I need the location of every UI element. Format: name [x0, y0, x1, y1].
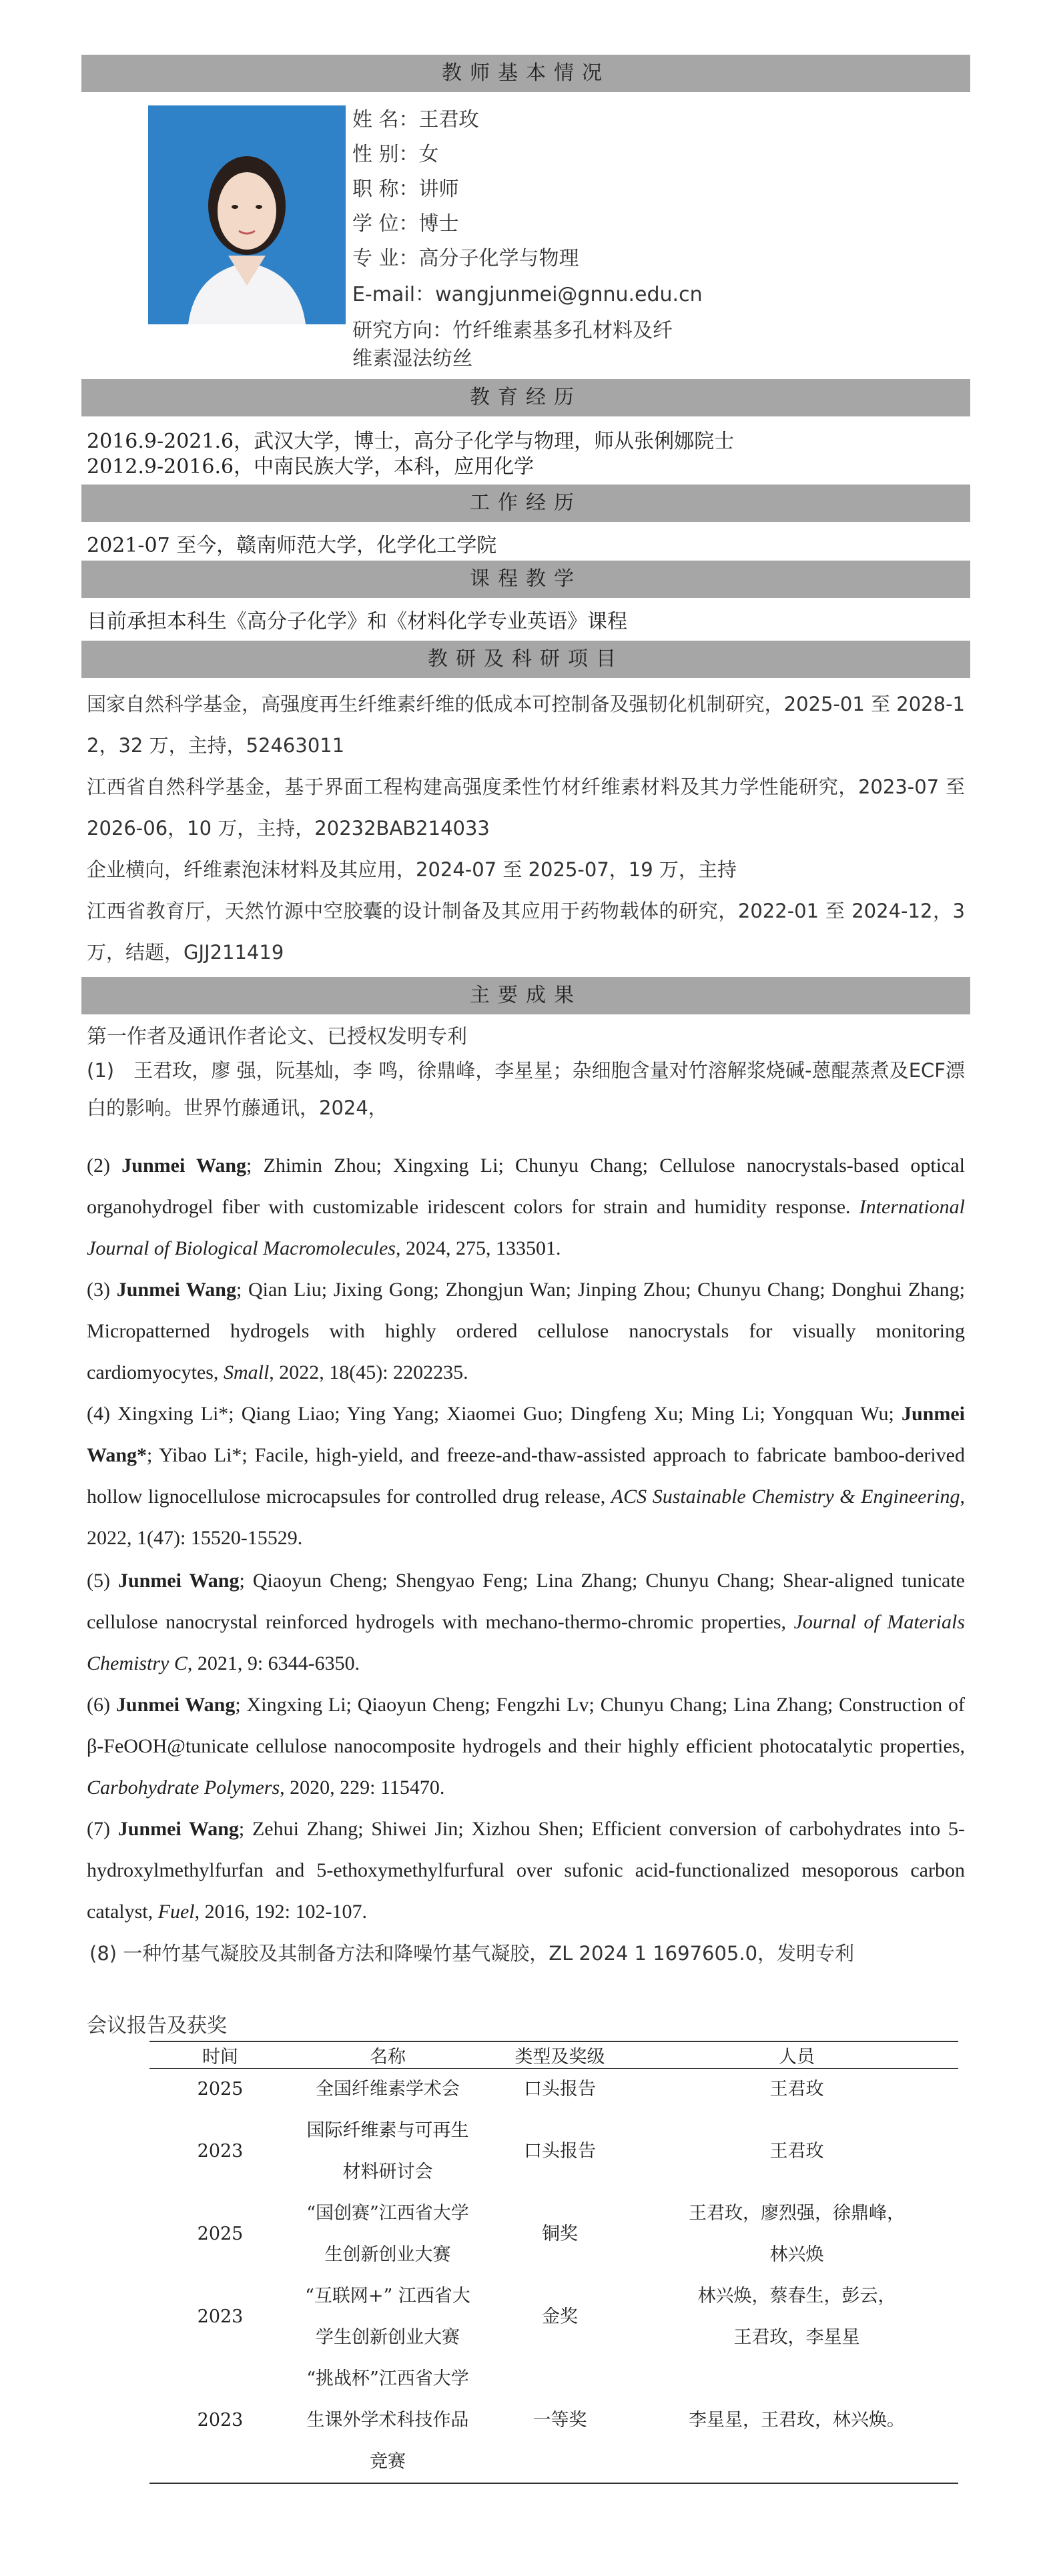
- award-people: 王君玫，廖烈强，徐鼎峰， 林兴焕: [689, 2203, 905, 2265]
- paper-item: (1) 王君玫，廖 强，阮基灿，李 鸣，徐鼎峰，李星星；杂细胞含量对竹溶解浆烧碱-蒽醌蒸煮及ECF漂白的影响。世界竹藤通讯，2024，: [87, 1059, 965, 1119]
- table-row: [149, 2110, 958, 2193]
- award-name: “挑战杯”江西省大学 生课外学术科技作品 竞赛: [291, 2358, 484, 2483]
- profile-email-row: [352, 278, 703, 307]
- profile-name-row: [352, 103, 479, 132]
- award-type: 一等奖: [484, 2358, 635, 2483]
- award-type: 口头报告: [524, 2141, 596, 2162]
- paper-author: Junmei Wang*: [87, 1403, 965, 1466]
- education-item: 2016.9-2021.6，武汉大学，博士，高分子化学与物理，师从张俐娜院士: [87, 430, 735, 453]
- gender-value: 女: [418, 143, 439, 166]
- profile-title-row: [352, 172, 459, 202]
- paper-journal: Fuel: [157, 1901, 195, 1923]
- paper-journal: ACS Sustainable Chemistry & Engineering: [611, 1486, 960, 1508]
- table-row: [149, 2069, 958, 2111]
- paper-journal: Small: [223, 1361, 270, 1383]
- section-header-achievements: 主要成果: [81, 977, 970, 1014]
- project-item: 国家自然科学基金，高强度再生纤维素纤维的低成本可控制备及强韧化机制研究，2025-01 至 2028-12，32 万，主持，52463011: [87, 693, 965, 757]
- table-row: [149, 2276, 958, 2358]
- degree-label: 学 位：: [352, 212, 419, 236]
- project-item: 企业横向，纤维素泡沫材料及其应用，2024-07 至 2025-07，19 万，主持: [87, 858, 737, 881]
- name-value: 王君玫: [418, 108, 479, 131]
- award-people: 李星星，王君玫，林兴焕。: [635, 2358, 958, 2483]
- award-year: 2023: [197, 2306, 244, 2327]
- col-header-time: 时间: [149, 2041, 291, 2069]
- paper-journal: Carbohydrate Polymers: [87, 1777, 280, 1799]
- title-value: 讲师: [418, 178, 459, 201]
- profile-photo: [148, 105, 346, 324]
- paper-journal: International Journal of Biological Macromolecules: [87, 1196, 965, 1259]
- award-type: 铜奖: [542, 2224, 578, 2244]
- award-people: 林兴焕，蔡春生，彭云， 王君玫，李星星: [697, 2286, 896, 2348]
- award-year: 2025: [197, 2224, 244, 2244]
- research-direction-line1: 研究方向：竹纤维素基多孔材料及纤: [352, 319, 673, 342]
- award-year: 2025: [197, 2079, 244, 2100]
- paper-item: (2) Junmei Wang; Zhimin Zhou; Xingxing Li; Chunyu Chang; Cellulose nanocrystals-based optical organohydrogel fiber with customizable iridescent colors for strain and humidity response. International Journal of Biological Macromolecules, 2024, 275, 133501.: [87, 1155, 966, 1259]
- profile-degree-row: [352, 207, 459, 236]
- paper-item: (5) Junmei Wang; Qiaoyun Cheng; Shengyao Feng; Lina Zhang; Chunyu Chang; Shear-aligned tunicate cellulose nanocrystal reinforced hydrogels with mechano-thermo-chromic properties, Journal of Materials Chemistry C, 2021, 9: 6344-6350.: [87, 1570, 966, 1674]
- award-name: 国际纤维素与可再生 材料研讨会: [306, 2120, 469, 2182]
- section-header-projects: 教研及科研项目: [81, 641, 970, 678]
- paper-item: (7) Junmei Wang; Zehui Zhang; Shiwei Jin; Xizhou Shen; Efficient conversion of carbohydrates into 5-hydroxylmethylfurfan and 5-ethoxymethylfurfural over sufonic acid-functionalized mesoporous carbon catalyst, Fuel, 2016, 192: 102-107.: [87, 1818, 966, 1923]
- awards-table: [149, 2041, 958, 2484]
- degree-value: 博士: [418, 212, 459, 236]
- major-value: 高分子化学与物理: [418, 247, 579, 270]
- award-type: 口头报告: [524, 2079, 596, 2100]
- patent-item: (8) 一种竹基气凝胶及其制备方法和降噪竹基气凝胶，ZL 2024 1 1697605.0，发明专利: [89, 1942, 855, 1965]
- award-name: 全国纤维素学术会: [316, 2079, 460, 2100]
- paper-author: Junmei Wang: [117, 1818, 239, 1840]
- table-row: [149, 2193, 958, 2276]
- paper-item: (3) Junmei Wang; Qian Liu; Jixing Gong; Zhongjun Wan; Jinping Zhou; Chunyu Chang; Donghui Zhang; Micropatterned hydrogels with highly ordered cellulose nanocrystals for visually monitoring cardiomyocytes, Small, 2022, 18(45): 2202235.: [87, 1279, 966, 1383]
- paper-author: Junmei Wang: [117, 1570, 240, 1592]
- award-year: 2023: [149, 2358, 291, 2483]
- profile-major-row: [352, 242, 579, 271]
- email-value[interactable]: wangjunmei@gnnu.edu.cn: [435, 283, 703, 306]
- award-people: 王君玫: [769, 2079, 824, 2100]
- col-header-people: 人员: [635, 2041, 958, 2069]
- section-header-basic: 教师基本情况: [81, 55, 970, 92]
- award-people: 王君玫: [769, 2141, 824, 2162]
- project-item: 江西省教育厅，天然竹源中空胶囊的设计制备及其应用于药物载体的研究，2022-01 至 2024-12，3 万，结题，GJJ211419: [87, 900, 965, 964]
- paper-author: Junmei Wang: [116, 1279, 236, 1301]
- section-header-teaching: 课程教学: [81, 561, 970, 598]
- title-label: 职 称：: [352, 178, 419, 201]
- major-label: 专 业：: [352, 247, 419, 270]
- gender-label: 性 别：: [352, 143, 419, 166]
- work-item: 2021-07 至今，赣南师范大学，化学化工学院: [87, 534, 497, 557]
- award-type: 金奖: [542, 2306, 578, 2327]
- profile-gender-row: [352, 137, 439, 167]
- paper-author: Junmei Wang: [121, 1155, 247, 1177]
- project-item: 江西省自然科学基金，基于界面工程构建高强度柔性竹材纤维素材料及其力学性能研究，2023-07 至 2026-06，10 万，主持，20232BAB214033: [87, 775, 965, 840]
- paper-author: Junmei Wang: [115, 1694, 236, 1716]
- award-name: “国创赛”江西省大学 生创新创业大赛: [306, 2203, 469, 2265]
- teaching-item: 目前承担本科生《高分子化学》和《材料化学专业英语》课程: [87, 610, 627, 633]
- section-header-work: 工作经历: [81, 485, 970, 522]
- section-header-education: 教育经历: [81, 379, 970, 416]
- email-label: E-mail：: [352, 283, 436, 306]
- research-direction-line2: 维素湿法纺丝: [352, 347, 472, 370]
- education-item: 2012.9-2016.6，中南民族大学，本科，应用化学: [87, 455, 535, 478]
- awards-subtitle: 会议报告及获奖: [87, 2014, 227, 2037]
- award-name: “互联网+” 江西省大 学生创新创业大赛: [305, 2286, 470, 2348]
- achievements-subtitle: 第一作者及通讯作者论文、已授权发明专利: [87, 1025, 467, 1048]
- col-header-name: 名称: [291, 2041, 484, 2069]
- name-label: 姓 名：: [352, 108, 419, 131]
- paper-item: (4) Xingxing Li*; Qiang Liao; Ying Yang; Xiaomei Guo; Dingfeng Xu; Ming Li; Yongquan Wu; Junmei Wang*; Yibao Li*; Facile, high-yield, and freeze-and-thaw-assisted approach to fabricate bamboo-derived hollow lignocellulose microcapsules for controlled drug release, ACS Sustainable Chemistry & Engineering, 2022, 1(47): 15520-15529.: [87, 1403, 965, 1549]
- paper-journal: Journal of Materials Chemistry C: [87, 1611, 965, 1674]
- col-header-type: 类型及奖级: [484, 2041, 635, 2069]
- awards-header-row: [149, 2041, 958, 2069]
- paper-item: (6) Junmei Wang; Xingxing Li; Qiaoyun Cheng; Fengzhi Lv; Chunyu Chang; Lina Zhang; Construction of β-FeOOH@tunicate cellulose nanocomposite hydrogels and their highly efficient photocatalytic properties, Carbohydrate Polymers, 2020, 229: 115470.: [87, 1694, 966, 1799]
- award-year: 2023: [197, 2141, 244, 2162]
- table-row: [149, 2358, 958, 2483]
